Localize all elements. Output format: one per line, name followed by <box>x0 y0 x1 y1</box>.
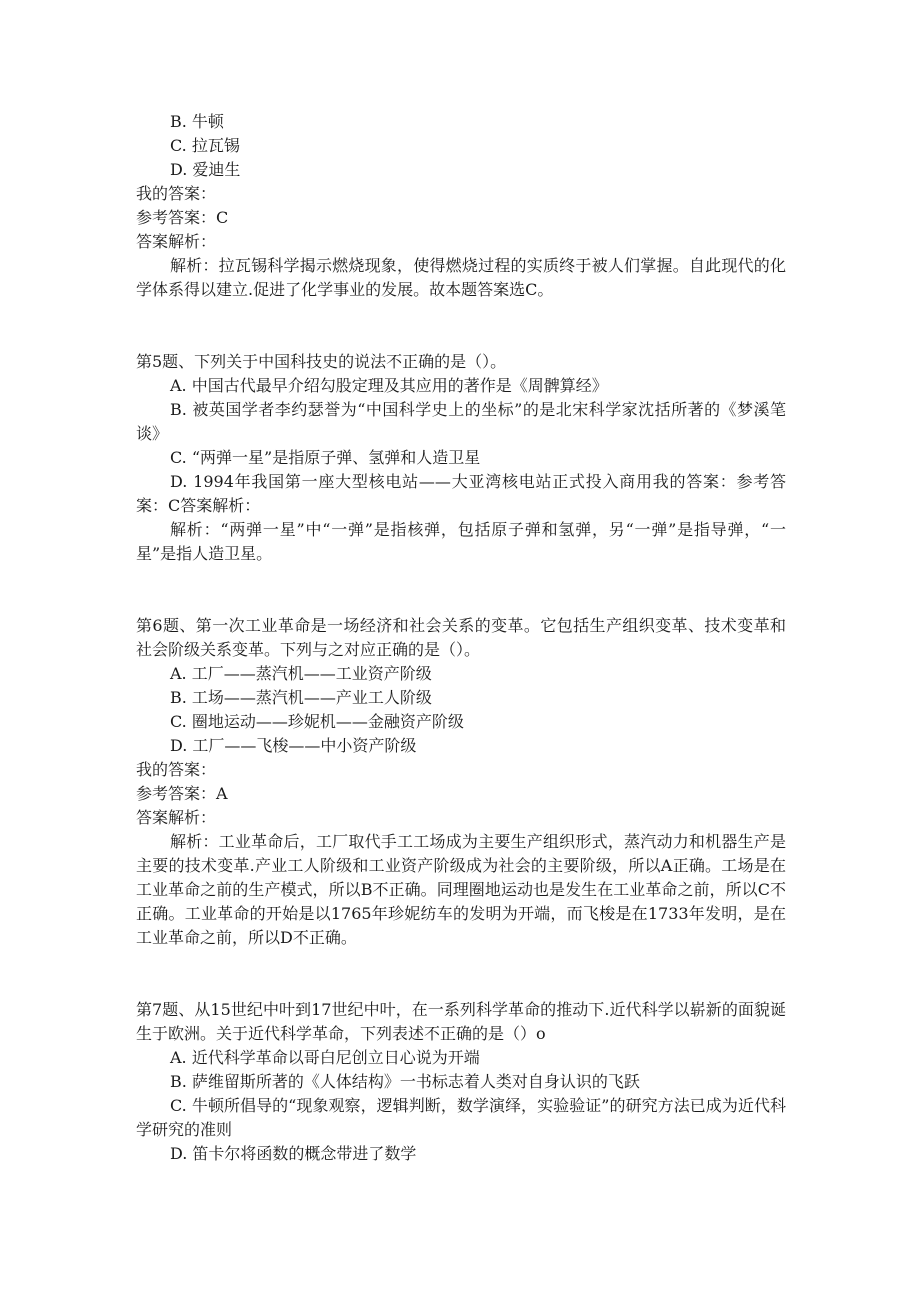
q5-option-d: D. 1994年我国第一座大型核电站——大亚湾核电站正式投入商用我的答案：参考答案：C答案解析： <box>136 472 786 515</box>
q4-analysis-label: 答案解析： <box>136 232 217 251</box>
q5-analysis: 解析：“两弹一星”中“一弹”是指核弹，包括原子弹和氢弹，另“一弹”是指导弹，“一星”是指人造卫星。 <box>136 520 786 563</box>
question-6 <box>136 614 786 950</box>
spacer <box>136 302 786 350</box>
q6-reference-answer: 参考答案：A <box>136 784 228 803</box>
q5-option-c: C. “两弹一星”是指原子弹、氢弹和人造卫星 <box>170 448 481 467</box>
q7-option-d: D. 笛卡尔将函数的概念带进了数学 <box>170 1144 417 1163</box>
q6-analysis-label: 答案解析： <box>136 808 217 827</box>
spacer <box>136 566 786 614</box>
question-5 <box>136 350 786 566</box>
q6-analysis: 解析：工业革命后，工厂取代手工工场成为主要生产组织形式，蒸汽动力和机器生产是主要的技术变革.产业工人阶级和工业资产阶级成为社会的主要阶级，所以A正确。工场是在工业革命之前的生产模式，所以B不正确。同理圈地运动也是发生在工业革命之前，所以C不正确。工业革命的开始是以1765年珍妮纺车的发明为开端，而飞梭是在1733年发明，是在工业革命之前，所以D不正确。 <box>136 832 786 947</box>
q7-stem: 第7题、从15世纪中叶到17世纪中叶，在一系列科学革命的推动下.近代科学以崭新的面貌诞生于欧洲。关于近代科学革命，下列表述不正确的是（）o <box>136 1000 786 1043</box>
question-4-tail <box>136 110 786 302</box>
q7-option-b: B. 萨维留斯所著的《人体结构》一书标志着人类对自身认识的飞跃 <box>170 1072 640 1091</box>
spacer <box>136 950 786 998</box>
q4-option-d: D. 爱迪生 <box>170 160 241 179</box>
q7-option-c: C. 牛顿所倡导的“现象观察，逻辑判断，数学演绎，实验验证”的研究方法已成为近代科学研究的准则 <box>136 1096 786 1139</box>
q5-option-a: A. 中国古代最早介绍勾股定理及其应用的著作是《周髀算经》 <box>170 376 608 395</box>
q4-reference-answer: 参考答案：C <box>136 208 229 227</box>
q6-option-c: C. 圈地运动——珍妮机——金融资产阶级 <box>170 712 464 731</box>
question-7 <box>136 998 786 1166</box>
q5-option-b: B. 被英国学者李约瑟誉为“中国科学史上的坐标”的是北宋科学家沈括所著的《梦溪笔谈》 <box>136 400 786 443</box>
q6-option-a: A. 工厂——蒸汽机——工业资产阶级 <box>170 664 432 683</box>
q4-analysis: 解析：拉瓦锡科学揭示燃烧现象，使得燃烧过程的实质终于被人们掌握。自此现代的化学体系得以建立.促进了化学事业的发展。故本题答案选C。 <box>136 256 786 299</box>
q4-option-b: B. 牛顿 <box>170 112 224 131</box>
q6-stem: 第6题、第一次工业革命是一场经济和社会关系的变革。它包括生产组织变革、技术变革和社会阶级关系变革。下列与之对应正确的是（）。 <box>136 616 786 659</box>
q4-my-answer: 我的答案： <box>136 184 217 203</box>
q6-option-b: B. 工场——蒸汽机——产业工人阶级 <box>170 688 432 707</box>
document-page <box>136 110 786 1166</box>
q6-my-answer: 我的答案： <box>136 760 217 779</box>
q4-option-c: C. 拉瓦锡 <box>170 136 240 155</box>
q5-stem: 第5题、下列关于中国科技史的说法不正确的是（）。 <box>136 352 507 371</box>
q7-option-a: A. 近代科学革命以哥白尼创立日心说为开端 <box>170 1048 480 1067</box>
q6-option-d: D. 工厂——飞梭——中小资产阶级 <box>170 736 417 755</box>
